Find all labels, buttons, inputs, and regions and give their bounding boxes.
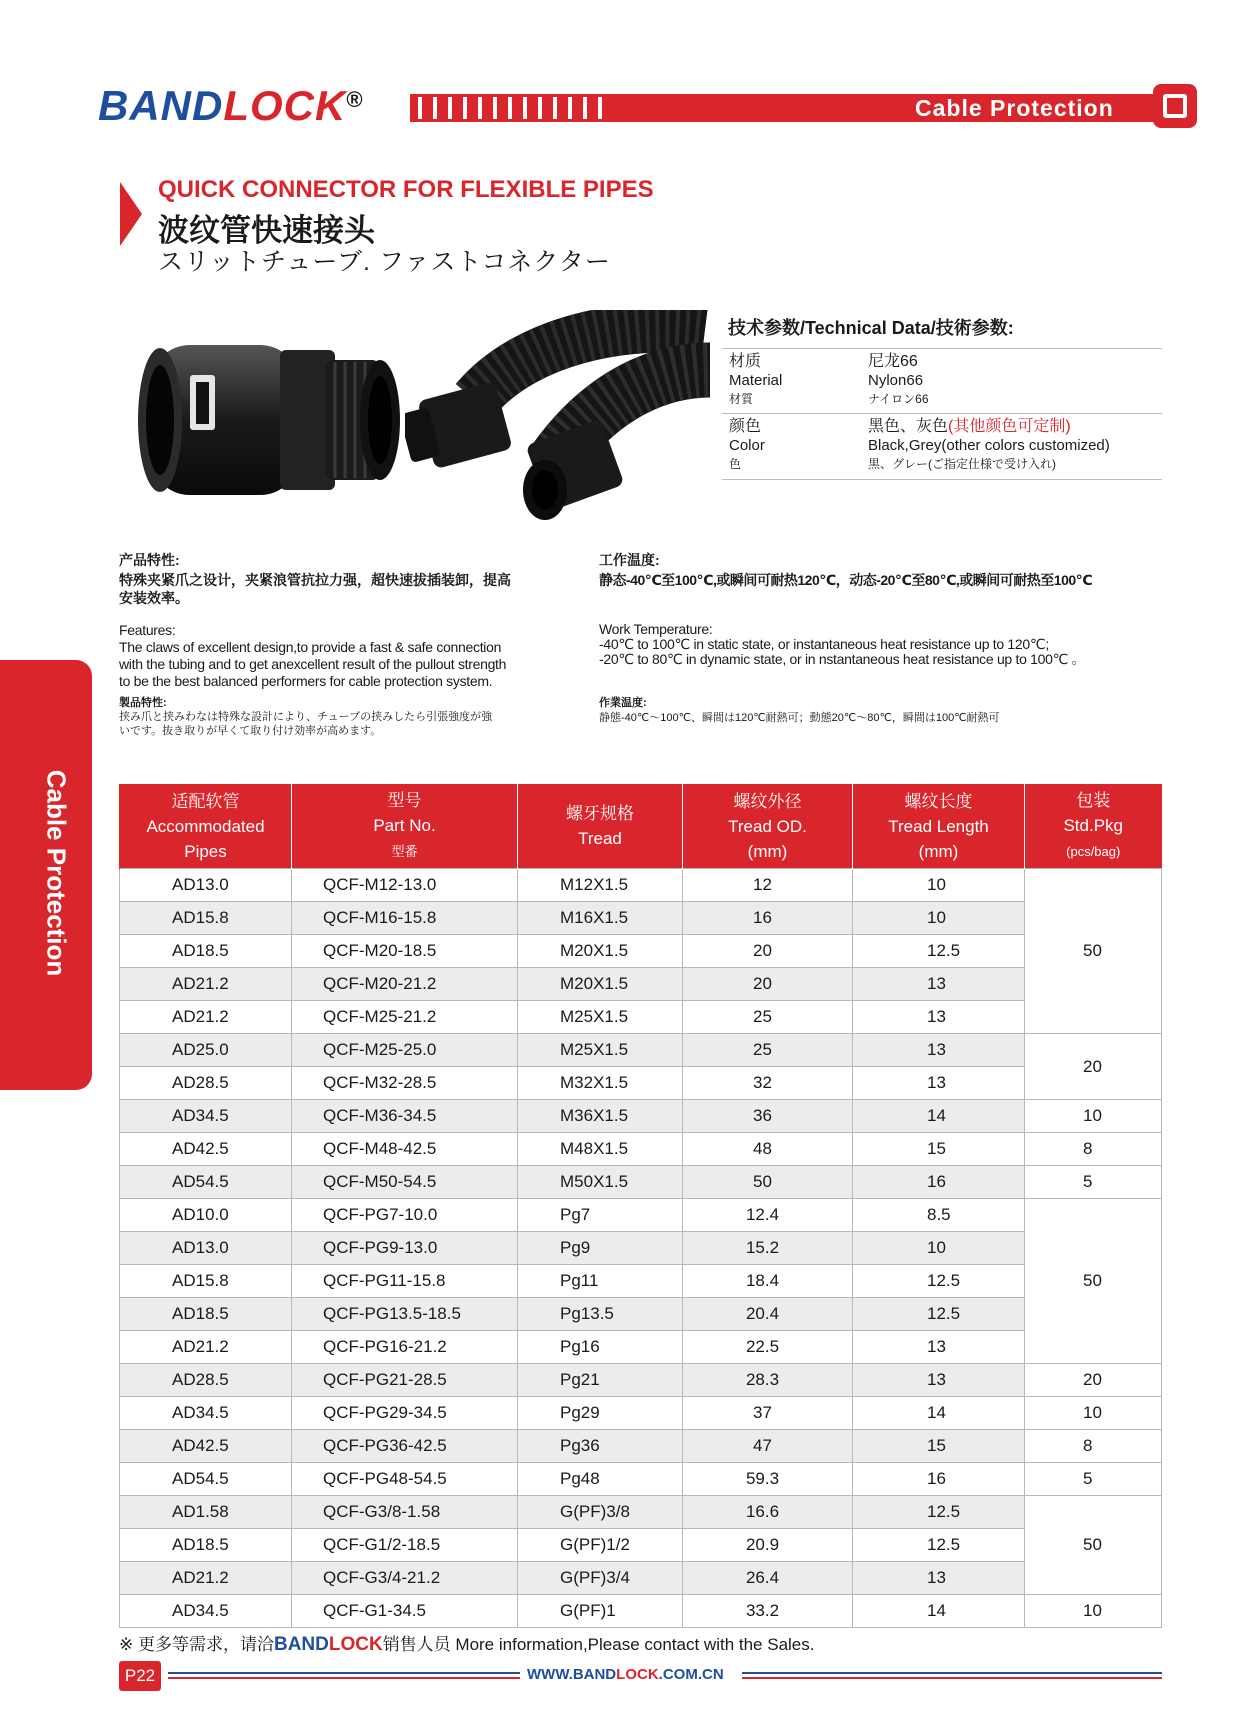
cell-tread: G(PF)1 <box>518 1595 683 1628</box>
cell-pipe: AD10.0 <box>120 1199 292 1232</box>
table-row <box>120 1397 1162 1430</box>
cell-std-pkg: 50 <box>1025 1496 1162 1595</box>
cell-tread-od: 16.6 <box>683 1496 853 1529</box>
cell-part-no: QCF-M20-18.5 <box>292 935 518 968</box>
cell-pipe: AD21.2 <box>120 1331 292 1364</box>
features-zh: 产品特性: 特殊夹紧爪之设计，夹紧浪管抗拉力强，超快速拔插装卸，提高 安装效率。 <box>119 552 511 606</box>
product-title-en: QUICK CONNECTOR FOR FLEXIBLE PIPES <box>158 176 654 203</box>
cell-part-no: QCF-M36-34.5 <box>292 1100 518 1133</box>
table-row <box>120 1199 1162 1232</box>
cell-pipe: AD42.5 <box>120 1430 292 1463</box>
cell-tread-od: 12.4 <box>683 1199 853 1232</box>
cell-tread-length: 14 <box>853 1100 1025 1133</box>
cell-tread: Pg36 <box>518 1430 683 1463</box>
table-row <box>120 1232 1162 1265</box>
table-row <box>120 1529 1162 1562</box>
cell-std-pkg: 8 <box>1025 1430 1162 1463</box>
cell-tread: Pg13.5 <box>518 1298 683 1331</box>
cell-pipe: AD42.5 <box>120 1133 292 1166</box>
cell-tread: Pg7 <box>518 1199 683 1232</box>
cell-pipe: AD15.8 <box>120 1265 292 1298</box>
cell-pipe: AD13.0 <box>120 1232 292 1265</box>
cell-part-no: QCF-M50-54.5 <box>292 1166 518 1199</box>
cell-pipe: AD34.5 <box>120 1397 292 1430</box>
color-label: 颜色 Color 色 <box>729 418 765 471</box>
cell-tread-od: 59.3 <box>683 1463 853 1496</box>
footer-line <box>168 1677 520 1679</box>
cell-tread-length: 13 <box>853 1364 1025 1397</box>
cell-tread-length: 8.5 <box>853 1199 1025 1232</box>
cell-part-no: QCF-G1-34.5 <box>292 1595 518 1628</box>
cell-pipe: AD28.5 <box>120 1364 292 1397</box>
cell-pipe: AD21.2 <box>120 1562 292 1595</box>
cell-tread-od: 22.5 <box>683 1331 853 1364</box>
col-header-pipes: 适配软管 Accommodated Pipes <box>120 784 292 869</box>
cell-tread: G(PF)3/4 <box>518 1562 683 1595</box>
title-triangle-icon <box>120 182 142 246</box>
table-row <box>120 1496 1162 1529</box>
cell-tread-od: 28.3 <box>683 1364 853 1397</box>
cell-pipe: AD21.2 <box>120 968 292 1001</box>
cell-pipe: AD18.5 <box>120 1529 292 1562</box>
cell-part-no: QCF-M32-28.5 <box>292 1067 518 1100</box>
cell-std-pkg: 10 <box>1025 1397 1162 1430</box>
tech-divider <box>722 348 1162 349</box>
cell-tread-od: 32 <box>683 1067 853 1100</box>
table-row <box>120 1463 1162 1496</box>
cell-pipe: AD28.5 <box>120 1067 292 1100</box>
cell-tread-length: 13 <box>853 1562 1025 1595</box>
cell-tread: Pg48 <box>518 1463 683 1496</box>
cell-tread-length: 15 <box>853 1430 1025 1463</box>
table-row <box>120 968 1162 1001</box>
table-row <box>120 1166 1162 1199</box>
cell-tread-od: 16 <box>683 902 853 935</box>
cell-pipe: AD34.5 <box>120 1100 292 1133</box>
cell-pipe: AD54.5 <box>120 1166 292 1199</box>
cell-pipe: AD25.0 <box>120 1034 292 1067</box>
website-url[interactable]: WWW.BANDLOCK.COM.CN <box>527 1666 724 1683</box>
cell-part-no: QCF-PG11-15.8 <box>292 1265 518 1298</box>
header-stripes <box>418 97 608 119</box>
cell-tread-od: 15.2 <box>683 1232 853 1265</box>
cell-part-no: QCF-M25-21.2 <box>292 1001 518 1034</box>
cell-tread-od: 47 <box>683 1430 853 1463</box>
cell-tread: M32X1.5 <box>518 1067 683 1100</box>
cell-tread-length: 14 <box>853 1397 1025 1430</box>
cell-tread-od: 50 <box>683 1166 853 1199</box>
cell-tread-od: 36 <box>683 1100 853 1133</box>
cell-tread: Pg9 <box>518 1232 683 1265</box>
brand-logo: BANDLOCK® <box>98 82 364 129</box>
contact-note: ※ 更多等需求，请洽BANDLOCK销售人员 More information,Please contact with the Sales. <box>119 1634 815 1655</box>
cell-tread-length: 12.5 <box>853 1298 1025 1331</box>
cell-tread-length: 13 <box>853 1034 1025 1067</box>
cell-std-pkg: 10 <box>1025 1100 1162 1133</box>
cell-part-no: QCF-G1/2-18.5 <box>292 1529 518 1562</box>
cell-tread-od: 20 <box>683 935 853 968</box>
col-header-part-no: 型号 Part No. 型番 <box>292 784 518 869</box>
material-label: 材质 Material 材質 <box>729 353 783 406</box>
table-row <box>120 1034 1162 1067</box>
cell-tread-length: 16 <box>853 1463 1025 1496</box>
section-square-icon <box>1153 84 1197 128</box>
material-value: 尼龙66 Nylon66 ナイロン66 <box>868 353 929 406</box>
col-header-tread-length: 螺纹长度 Tread Length (mm) <box>853 784 1025 869</box>
cell-std-pkg: 8 <box>1025 1133 1162 1166</box>
cell-tread-length: 10 <box>853 1232 1025 1265</box>
cell-tread: Pg16 <box>518 1331 683 1364</box>
cell-pipe: AD1.58 <box>120 1496 292 1529</box>
cell-tread: G(PF)1/2 <box>518 1529 683 1562</box>
cell-tread-od: 20.4 <box>683 1298 853 1331</box>
cell-part-no: QCF-M25-25.0 <box>292 1034 518 1067</box>
cell-tread-od: 20.9 <box>683 1529 853 1562</box>
cell-pipe: AD15.8 <box>120 902 292 935</box>
table-row <box>120 1562 1162 1595</box>
cell-tread: Pg29 <box>518 1397 683 1430</box>
footer-line <box>742 1672 1162 1674</box>
cell-part-no: QCF-PG9-13.0 <box>292 1232 518 1265</box>
cell-part-no: QCF-PG29-34.5 <box>292 1397 518 1430</box>
cell-tread-length: 12.5 <box>853 1529 1025 1562</box>
cell-tread-od: 25 <box>683 1001 853 1034</box>
cell-part-no: QCF-PG36-42.5 <box>292 1430 518 1463</box>
cell-tread-od: 18.4 <box>683 1265 853 1298</box>
cell-std-pkg: 10 <box>1025 1595 1162 1628</box>
table-row <box>120 1430 1162 1463</box>
table-row <box>120 1331 1162 1364</box>
tech-divider <box>722 413 1162 414</box>
cell-part-no: QCF-M12-13.0 <box>292 869 518 902</box>
table-row <box>120 1001 1162 1034</box>
cell-tread-length: 12.5 <box>853 1265 1025 1298</box>
cell-tread-length: 15 <box>853 1133 1025 1166</box>
cell-part-no: QCF-PG16-21.2 <box>292 1331 518 1364</box>
cell-pipe: AD18.5 <box>120 935 292 968</box>
cell-tread-length: 13 <box>853 1067 1025 1100</box>
cell-tread-od: 20 <box>683 968 853 1001</box>
product-title-zh: 波纹管快速接头 <box>158 213 375 248</box>
cell-tread: M36X1.5 <box>518 1100 683 1133</box>
temperature-en: Work Temperature: -40℃ to 100℃ in static state, or instantaneous heat resistance up to 120℃; -20℃ to 80℃ in dynamic state, or in nstantaneous heat resistance up to 100℃ 。 <box>599 621 1086 667</box>
tech-divider <box>722 479 1162 480</box>
table-row <box>120 1595 1162 1628</box>
cell-pipe: AD34.5 <box>120 1595 292 1628</box>
temperature-jp: 作業温度: 静態-40℃～100℃、瞬間は120℃耐熱可；動態20℃～80℃，瞬間は100℃耐熱可 <box>599 697 1000 724</box>
section-title: Cable Protection <box>915 95 1114 121</box>
cell-tread-length: 12.5 <box>853 935 1025 968</box>
cell-pipe: AD21.2 <box>120 1001 292 1034</box>
footer-line <box>742 1677 1162 1679</box>
table-body <box>120 869 1162 1628</box>
cell-std-pkg: 5 <box>1025 1166 1162 1199</box>
cell-tread-od: 12 <box>683 869 853 902</box>
temperature-zh: 工作温度: 静态-40℃至100℃,或瞬间可耐热120℃，动态-20℃至80℃,或瞬间可耐热至100℃ <box>599 552 1093 588</box>
cell-tread: M12X1.5 <box>518 869 683 902</box>
product-title-jp: スリットチューブ. ファストコネクター <box>158 248 611 276</box>
col-header-tread-od: 螺纹外径 Tread OD. (mm) <box>683 784 853 869</box>
cell-tread-od: 37 <box>683 1397 853 1430</box>
cell-tread-length: 13 <box>853 1331 1025 1364</box>
cell-tread: M16X1.5 <box>518 902 683 935</box>
cell-part-no: QCF-PG7-10.0 <box>292 1199 518 1232</box>
cell-tread-length: 16 <box>853 1166 1025 1199</box>
features-en: Features: The claws of excellent design,to provide a fast & safe connection with the tubing and to get anexcellent result of the pullout strength to be the best balanced performers for cable protection system. <box>119 622 507 689</box>
cell-part-no: QCF-G3/8-1.58 <box>292 1496 518 1529</box>
cell-pipe: AD18.5 <box>120 1298 292 1331</box>
cell-tread-length: 10 <box>853 869 1025 902</box>
connector-photo <box>130 320 400 520</box>
cell-part-no: QCF-PG48-54.5 <box>292 1463 518 1496</box>
cell-std-pkg: 20 <box>1025 1034 1162 1100</box>
table-row <box>120 935 1162 968</box>
cell-part-no: QCF-M48-42.5 <box>292 1133 518 1166</box>
cell-std-pkg: 50 <box>1025 1199 1162 1364</box>
cell-part-no: QCF-M16-15.8 <box>292 902 518 935</box>
cell-tread: Pg21 <box>518 1364 683 1397</box>
table-header-row <box>120 784 1162 869</box>
table-row <box>120 1364 1162 1397</box>
cell-tread-length: 14 <box>853 1595 1025 1628</box>
cell-pipe: AD13.0 <box>120 869 292 902</box>
side-tab-label: Cable Protection <box>41 769 72 977</box>
connector-with-pipe-photo <box>405 310 715 520</box>
cell-std-pkg: 5 <box>1025 1463 1162 1496</box>
cell-pipe: AD54.5 <box>120 1463 292 1496</box>
tech-data-title: 技术参数/Technical Data/技術参数: <box>728 318 1014 338</box>
features-jp: 製品特性: 挟み爪と挟みわなは特殊な設計により、チューブの挟みしたら引張強度が強 いです。抜き取りが早くて取り付け効率が高めます。 <box>119 697 493 737</box>
cell-tread-length: 13 <box>853 968 1025 1001</box>
cell-std-pkg: 50 <box>1025 869 1162 1034</box>
table-row <box>120 1133 1162 1166</box>
cell-tread: G(PF)3/8 <box>518 1496 683 1529</box>
cell-tread: M20X1.5 <box>518 968 683 1001</box>
cell-tread-length: 10 <box>853 902 1025 935</box>
cell-tread: Pg11 <box>518 1265 683 1298</box>
spec-table <box>119 784 1162 1628</box>
page-number: P22 <box>119 1661 161 1691</box>
cell-tread-od: 26.4 <box>683 1562 853 1595</box>
cell-std-pkg: 20 <box>1025 1364 1162 1397</box>
table-row <box>120 1298 1162 1331</box>
cell-tread-od: 48 <box>683 1133 853 1166</box>
cell-tread: M20X1.5 <box>518 935 683 968</box>
table-row <box>120 1067 1162 1100</box>
table-row <box>120 869 1162 902</box>
cell-tread-length: 12.5 <box>853 1496 1025 1529</box>
cell-tread: M48X1.5 <box>518 1133 683 1166</box>
color-value: 黑色、灰色(其他颜色可定制) Black,Grey(other colors customized) 黒、グレー(ご指定仕様で受け入れ) <box>868 418 1110 471</box>
cell-tread: M50X1.5 <box>518 1166 683 1199</box>
table-row <box>120 1265 1162 1298</box>
col-header-std-pkg: 包装 Std.Pkg (pcs/bag) <box>1025 784 1162 869</box>
cell-part-no: QCF-PG13.5-18.5 <box>292 1298 518 1331</box>
table-row <box>120 1100 1162 1133</box>
cell-tread-od: 25 <box>683 1034 853 1067</box>
col-header-tread: 螺牙规格 Tread <box>518 784 683 869</box>
cell-tread-od: 33.2 <box>683 1595 853 1628</box>
table-row <box>120 902 1162 935</box>
cell-part-no: QCF-M20-21.2 <box>292 968 518 1001</box>
cell-part-no: QCF-G3/4-21.2 <box>292 1562 518 1595</box>
cell-part-no: QCF-PG21-28.5 <box>292 1364 518 1397</box>
cell-tread-length: 13 <box>853 1001 1025 1034</box>
footer-line <box>168 1672 520 1674</box>
cell-tread: M25X1.5 <box>518 1001 683 1034</box>
cell-tread: M25X1.5 <box>518 1034 683 1067</box>
